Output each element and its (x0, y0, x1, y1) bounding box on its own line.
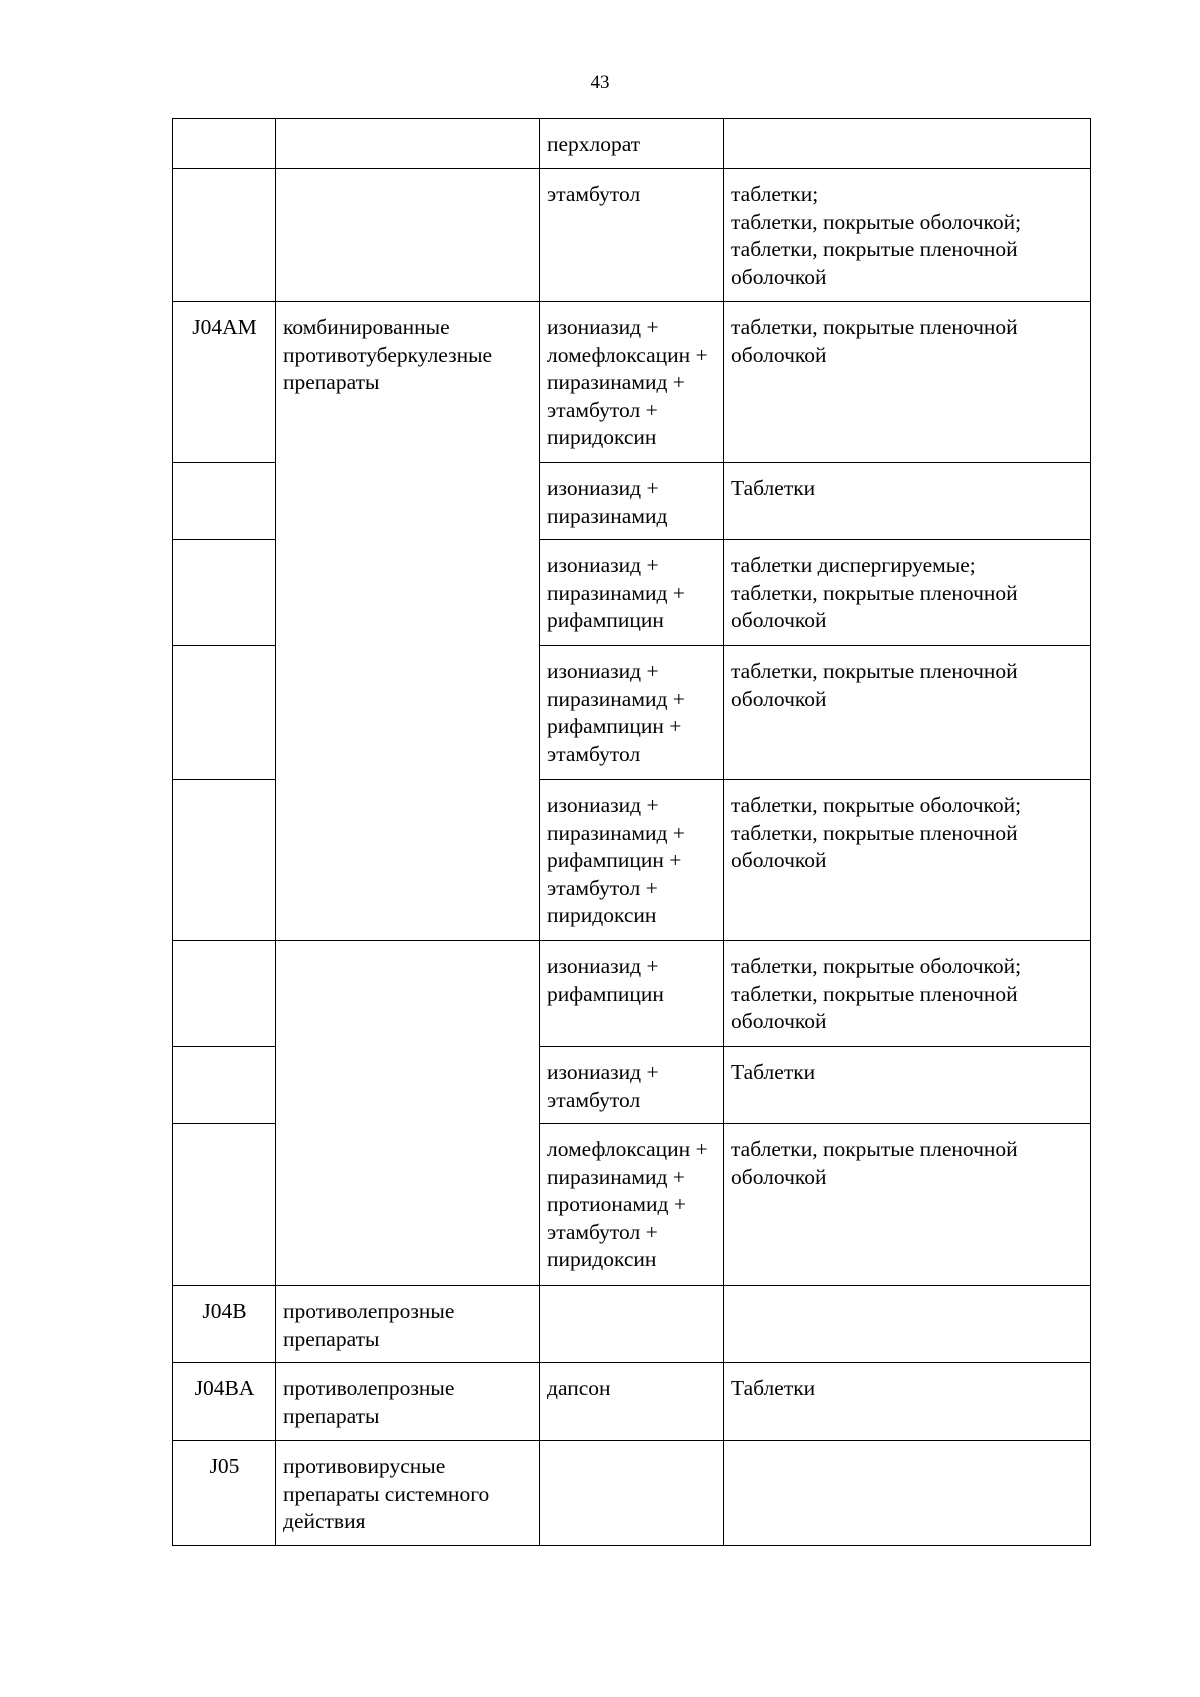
dosage-form-cell: Таблетки (724, 1363, 1091, 1441)
dosage-form-cell (724, 1441, 1091, 1546)
table-row (173, 941, 1091, 1047)
dosage-form-cell: Таблетки (724, 463, 1091, 540)
substance-cell: изониазид + пиразинамид + рифампицин + этамбутол + пиридоксин (540, 780, 724, 941)
atc-code-cell (173, 1047, 276, 1124)
group-name-cell: противовирусные препараты системного действия (276, 1441, 540, 1546)
substance-cell: изониазид + пиразинамид + рифампицин (540, 540, 724, 646)
table-row (173, 169, 1091, 302)
atc-code-cell: J04AM (173, 302, 276, 463)
atc-code-cell (173, 119, 276, 169)
substance-cell: перхлорат (540, 119, 724, 169)
dosage-form-cell: таблетки, покрытые пленочной оболочкой (724, 646, 1091, 780)
substance-cell: изониазид + ломефлоксацин + пиразинамид + этамбутол + пиридоксин (540, 302, 724, 463)
dosage-form-cell: таблетки, покрытые пленочной оболочкой (724, 1124, 1091, 1286)
atc-code-cell: J04B (173, 1286, 276, 1363)
substance-cell: дапсон (540, 1363, 724, 1441)
atc-code-cell (173, 780, 276, 941)
table-row (173, 119, 1091, 169)
atc-code-cell (173, 540, 276, 646)
atc-code-cell (173, 941, 276, 1047)
dosage-form-cell: таблетки диспергируемые; таблетки, покрытые пленочной оболочкой (724, 540, 1091, 646)
dosage-form-cell: таблетки, покрытые оболочкой; таблетки, покрытые пленочной оболочкой (724, 941, 1091, 1047)
table-row (173, 1441, 1091, 1546)
drug-table (172, 118, 1091, 1546)
substance-cell: изониазид + этамбутол (540, 1047, 724, 1124)
page-number: 43 (590, 72, 610, 93)
table-row (173, 302, 1091, 463)
group-name-cell (276, 941, 540, 1286)
substance-cell (540, 1441, 724, 1546)
group-name-cell: противолепрозные препараты (276, 1363, 540, 1441)
group-name-cell: противолепрозные препараты (276, 1286, 540, 1363)
atc-code-cell (173, 646, 276, 780)
group-name-cell: комбинированные противотуберкулезные препараты (276, 302, 540, 941)
atc-code-cell (173, 169, 276, 302)
dosage-form-cell: таблетки, покрытые оболочкой; таблетки, покрытые пленочной оболочкой (724, 780, 1091, 941)
dosage-form-cell: таблетки; таблетки, покрытые оболочкой; таблетки, покрытые пленочной оболочкой (724, 169, 1091, 302)
atc-code-cell (173, 1124, 276, 1286)
table-row (173, 1286, 1091, 1363)
substance-cell (540, 1286, 724, 1363)
atc-code-cell (173, 463, 276, 540)
substance-cell: этамбутол (540, 169, 724, 302)
dosage-form-cell (724, 1286, 1091, 1363)
group-name-cell (276, 119, 540, 169)
group-name-cell (276, 169, 540, 302)
substance-cell: изониазид + рифампицин (540, 941, 724, 1047)
dosage-form-cell: таблетки, покрытые пленочной оболочкой (724, 302, 1091, 463)
atc-code-cell: J05 (173, 1441, 276, 1546)
table-row (173, 1363, 1091, 1441)
atc-code-cell: J04BA (173, 1363, 276, 1441)
dosage-form-cell (724, 119, 1091, 169)
substance-cell: ломефлоксацин + пиразинамид + протионамид + этамбутол + пиридоксин (540, 1124, 724, 1286)
dosage-form-cell: Таблетки (724, 1047, 1091, 1124)
substance-cell: изониазид + пиразинамид (540, 463, 724, 540)
substance-cell: изониазид + пиразинамид + рифампицин + этамбутол (540, 646, 724, 780)
